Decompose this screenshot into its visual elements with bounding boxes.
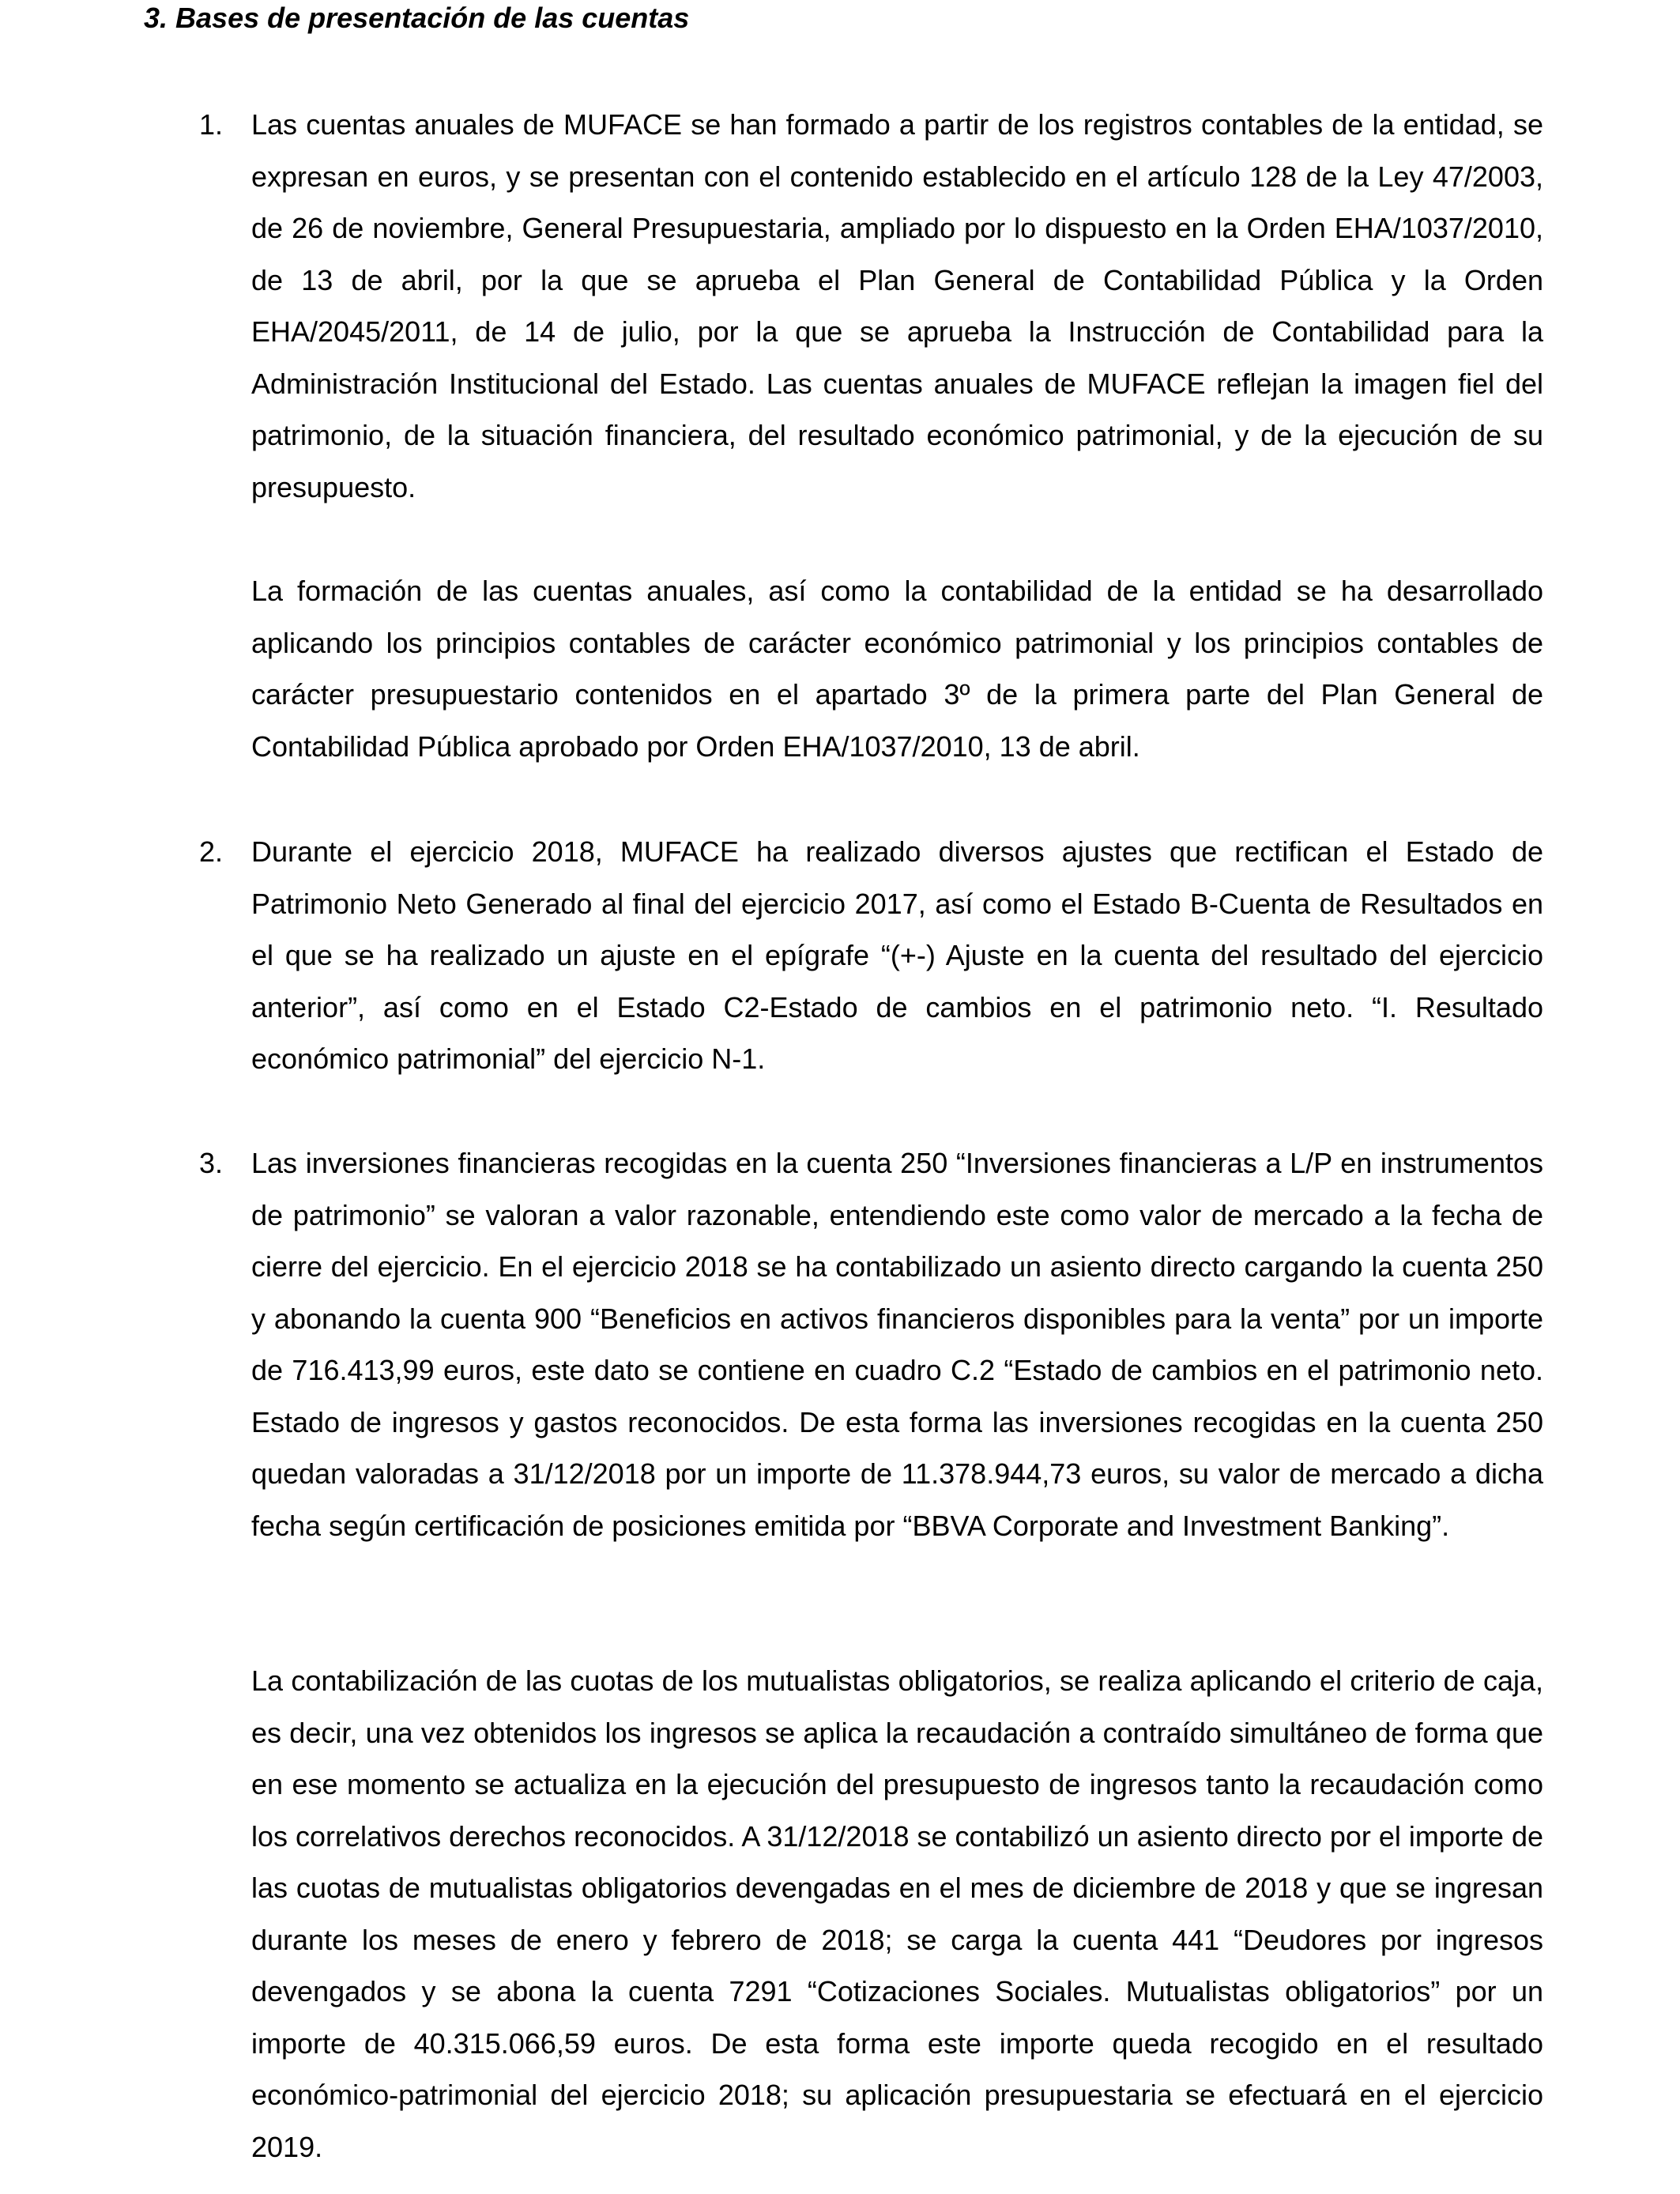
section-title: 3. Bases de presentación de las cuentas bbox=[144, 2, 690, 34]
item-3-paragraph-2: La contabilización de las cuotas de los mutualistas obligatorios, se realiza aplicando el criterio de caja, es decir, una vez obtenidos los ingresos se aplica la recaudación a contraído simultáneo de forma que en ese momento se actualiza en la ejecución del presupuesto de ingresos tanto la recaudación como los correlativos derechos reconocidos. A 31/12/2018 se contabilizó un asiento directo por el importe de las cuotas de mutualistas obligatorios devengadas en el mes de diciembre de 2018 y que se ingresan durante los meses de enero y febrero de 2018; se carga la cuenta 441 “Deudores por ingresos devengados y se abona la cuenta 7291 “Cotizaciones Sociales. Mutualistas obligatorios” por un importe de 40.315.066,59 euros. De esta forma este importe queda recogido en el resultado económico-patrimonial del ejercicio 2018; su aplicación presupuestaria se efectuará en el ejercicio 2019. bbox=[251, 1664, 1543, 2163]
item-number: 2. bbox=[199, 835, 224, 868]
item-3-paragraph-1: Las inversiones financieras recogidas en la cuenta 250 “Inversiones financieras a L/P en instrumentos de patrimonio” se valoran a valor razonable, entendiendo este como valor de mercado a la fecha de cierre del ejercicio. En el ejercicio 2018 se ha contabilizado un asiento directo cargando la cuenta 250 y abonando la cuenta 900 “Beneficios en activos financieros disponibles para la venta” por un importe de 716.413,99 euros, este dato se contiene en cuadro C.2 “Estado de cambios en el patrimonio neto. Estado de ingresos y gastos reconocidos. De esta forma las inversiones recogidas en la cuenta 250 quedan valoradas a 31/12/2018 por un importe de 11.378.944,73 euros, su valor de mercado a dicha fecha según certificación de posiciones emitida por “BBVA Corporate and Investment Banking”. bbox=[251, 1147, 1543, 1542]
item-number: 3. bbox=[199, 1147, 224, 1179]
item-2-paragraph-1: Durante el ejercicio 2018, MUFACE ha realizado diversos ajustes que rectifican el Estado de Patrimonio Neto Generado al final del ejercicio 2017, así como el Estado B-Cuenta de Resultados en el que se ha realizado un ajuste en el epígrafe “(+-) Ajuste en la cuenta del resultado del ejercicio anterior”, así como en el Estado C2-Estado de cambios en el patrimonio neto. “I. Resultado económico patrimonial” del ejercicio N-1. bbox=[251, 835, 1543, 1075]
item-number: 1. bbox=[199, 108, 224, 141]
item-1-paragraph-2: La formación de las cuentas anuales, así como la contabilidad de la entidad se ha desarrollado aplicando los principios contables de carácter económico patrimonial y los principios contables de carácter presupuestario contenidos en el apartado 3º de la primera parte del Plan General de Contabilidad Pública aprobado por Orden EHA/1037/2010, 13 de abril. bbox=[251, 575, 1543, 763]
item-1-paragraph-1: Las cuentas anuales de MUFACE se han formado a partir de los registros contables de la entidad, se expresan en euros, y se presentan con el contenido establecido en el artículo 128 de la Ley 47/2003, de 26 de noviembre, General Presupuestaria, ampliado por lo dispuesto en la Orden EHA/1037/2010, de 13 de abril, por la que se aprueba el Plan General de Contabilidad Pública y la Orden EHA/2045/2011, de 14 de julio, por la que se aprueba la Instrucción de Contabilidad para la Administración Institucional del Estado. Las cuentas anuales de MUFACE reflejan la imagen fiel del patrimonio, de la situación financiera, del resultado económico patrimonial, y de la ejecución de su presupuesto. bbox=[251, 108, 1543, 503]
